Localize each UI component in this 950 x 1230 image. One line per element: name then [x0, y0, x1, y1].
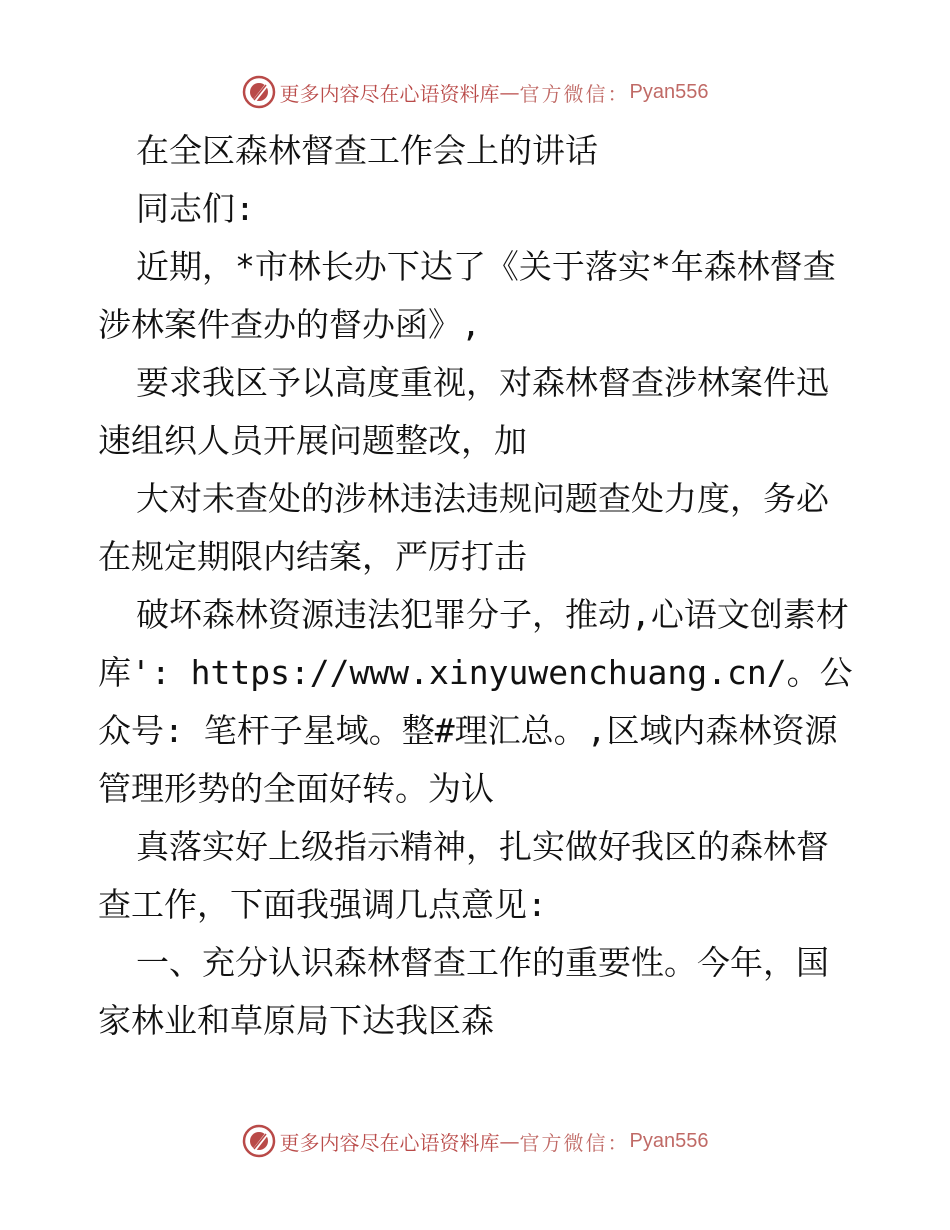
paragraph: 真落实好上级指示精神，扎实做好我区的森林督查工作，下面我强调几点意见: — [98, 827, 829, 924]
banner-wechat-label: 官方微信： — [519, 1130, 630, 1155]
paragraph: 要求我区予以高度重视，对森林督查涉林案件迅速组织人员开展问题整改，加 — [98, 363, 829, 460]
banner-library-text: 更多内容尽在心语资料库 — [279, 81, 500, 106]
footer-watermark-banner — [0, 1121, 950, 1161]
salutation: 同志们: — [136, 189, 255, 228]
quill-logo-icon — [242, 75, 276, 109]
banner-library-text: 更多内容尽在心语资料库 — [279, 1130, 500, 1155]
document-title: 在全区森林督查工作会上的讲话 — [136, 131, 598, 170]
banner-wechat-id: Pyan556 — [629, 80, 709, 103]
document-body — [98, 122, 858, 1050]
header-watermark-banner — [0, 72, 950, 112]
quill-logo-icon — [242, 1124, 276, 1158]
banner-dash: — — [499, 1129, 520, 1153]
banner-wechat-label: 官方微信： — [519, 81, 630, 106]
banner-dash: — — [499, 80, 520, 104]
paragraph: 一、充分认识森林督查工作的重要性。今年，国家林业和草原局下达我区森 — [98, 943, 829, 1040]
paragraph: 近期，*市林长办下达了《关于落实*年森林督查涉林案件查办的督办函》, — [98, 247, 836, 344]
paragraph: 大对未查处的涉林违法违规问题查处力度，务必在规定期限内结案，严厉打击 — [98, 479, 829, 576]
banner-wechat-id: Pyan556 — [629, 1129, 709, 1152]
paragraph: 破坏森林资源违法犯罪分子，推动,心语文创素材库': https://www.xinyuwenchuang.cn/。公众号: 笔杆子星域。整#理汇总。,区域内森林资源管理形势的全面好转。为认 — [98, 595, 853, 808]
